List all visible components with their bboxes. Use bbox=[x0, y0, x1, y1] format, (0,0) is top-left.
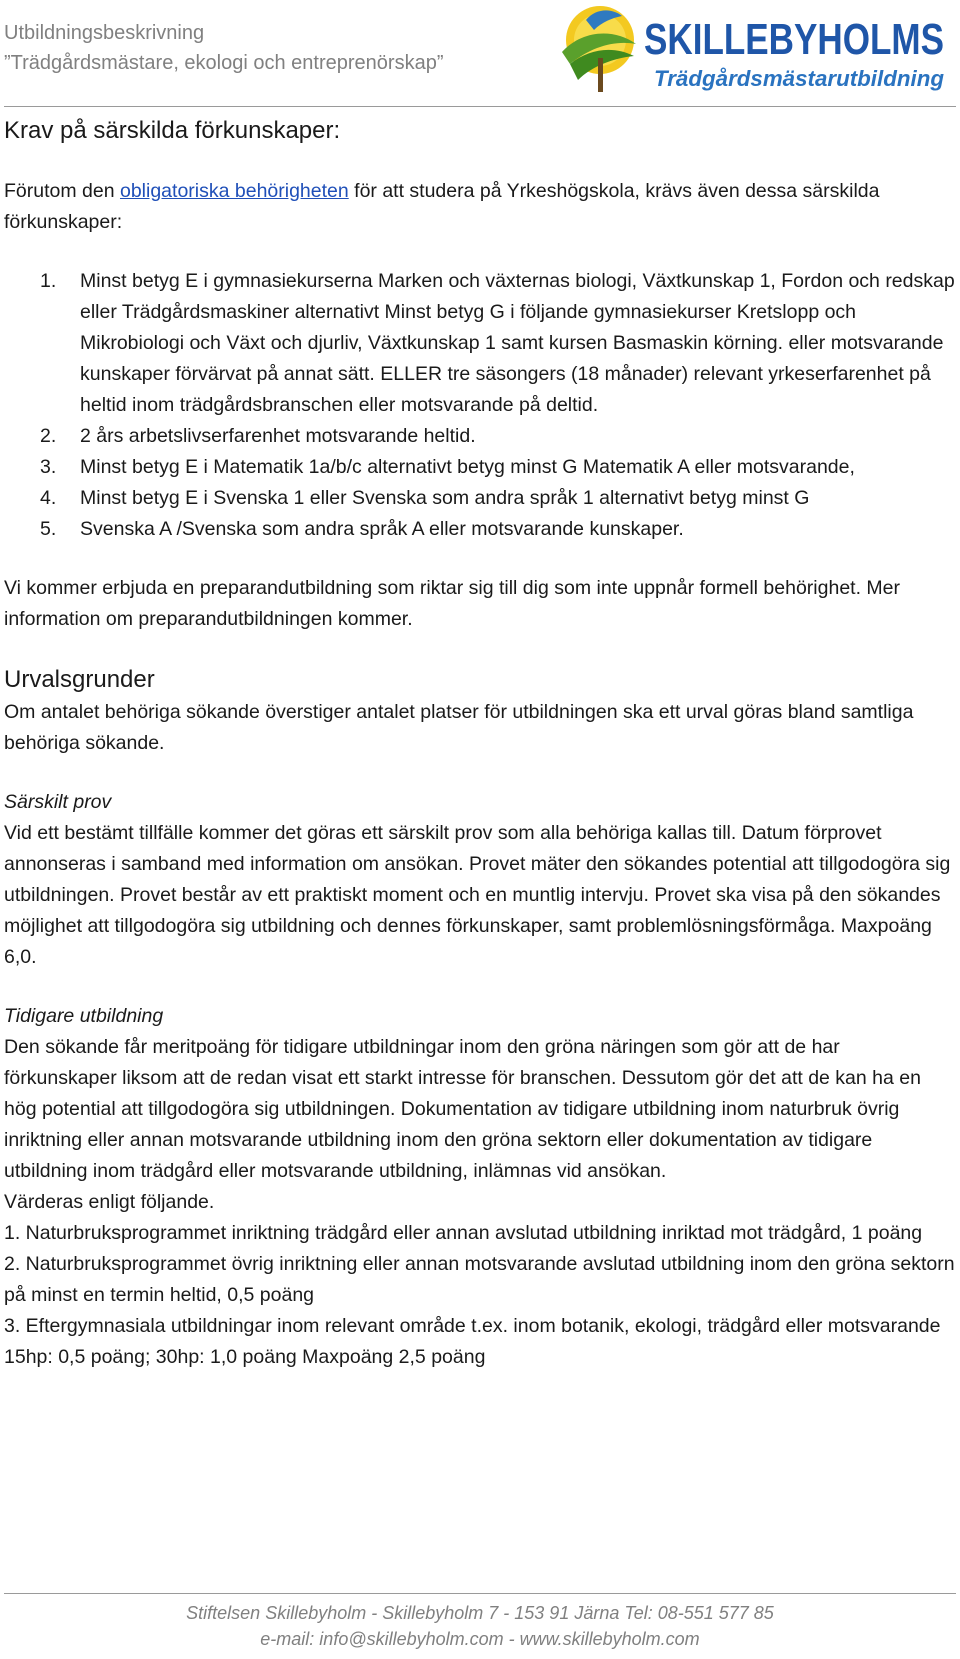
list-number: 5. bbox=[40, 518, 57, 540]
document-body bbox=[4, 114, 956, 1373]
behorighet-link[interactable]: obligatoriska behörigheten bbox=[119, 180, 349, 202]
tidigare-paragraph: Den sökande får meritpoäng för tidigare utbildningar inom den gröna näringen som gör att de har förkunskaper liksom att de redan visat ett starkt intresse för branschen. Dessutom gör det att de kan ha en hög potential att tillgodogöra sig utbildningen. Dokumentation av tidigare utbildning inom naturbruk övrig inriktning eller annan motsvarande utbildning inom den gröna sektorn eller dokumentation av tidigare utbildning inom trädgård eller motsvarande utbildning, inlämnas vid ansökan. bbox=[4, 1036, 921, 1182]
points-item: 3. Eftergymnasiala utbildningar inom relevant område t.ex. inom botanik, ekologi, trädgård eller motsvarande 15hp: 0,5 poäng; 30hp: 1,0 poäng Maxpoäng 2,5 poäng bbox=[4, 1315, 941, 1368]
list-text: Minst betyg E i gymnasiekurserna Marken och växternas biologi, Växtkunskap 1, Fordon och redskap eller Trädgårdsmaskiner alternativt Minst betyg G i följande gymnasiekurser Kretslopp och Mikrobiologi och Växt och djurliv, Växtkunskap 1 samt kursen Basmaskin körning. eller motsvarande kunskaper förvärvat på annat sätt. ELLER tre säsongers (18 månader) relevant yrkeserfarenhet på heltid inom trädgårdsbranschen eller motsvarande på deltid. bbox=[80, 270, 955, 416]
krav-intro-start: Förutom den bbox=[4, 180, 120, 202]
footer-divider bbox=[4, 1593, 956, 1594]
document-type: Utbildningsbeskrivning bbox=[4, 22, 205, 44]
krav-intro-end: för att studera på Yrkeshögskola, krävs även dessa särskilda förkunskaper: bbox=[4, 180, 880, 233]
page-footer bbox=[0, 1600, 960, 1652]
preparand-paragraph: Vi kommer erbjuda en preparandutbildning som riktar sig till dig som inte uppnår formell behörighet. Mer information om preparandutbildningen kommer. bbox=[4, 577, 901, 630]
urval-heading: Urvalsgrunder bbox=[4, 666, 155, 693]
list-number: 3. bbox=[40, 456, 57, 478]
list-number: 1. bbox=[40, 270, 57, 292]
list-number: 2. bbox=[40, 425, 57, 447]
points-item: 2. Naturbruksprogrammet övrig inriktning eller annan motsvarande avslutad utbildning inom den gröna sektorn på minst en termin heltid, 0,5 poäng bbox=[4, 1253, 955, 1306]
prov-paragraph: Vid ett bestämt tillfälle kommer det göras ett särskilt prov som alla behöriga kallas till. Datum förprovet annonseras i samband med information om ansökan. Provet mäter den sökandes potential att tillgodogöra sig utbildningen. Provet består av ett praktiskt moment och en muntlig intervju. Provet ska visa på den sökandes möjlighet att tillgodogöra sig utbildning och dennes förkunskaper, samt problemlösningsförmåga. Maxpoäng 6,0. bbox=[4, 822, 951, 968]
prov-heading: Särskilt prov bbox=[4, 791, 112, 813]
points-item: 1. Naturbruksprogrammet inriktning trädgård eller annan avslutad utbildning inriktad mot trädgård, 1 poäng bbox=[4, 1222, 923, 1244]
krav-intro bbox=[4, 176, 956, 238]
urval-paragraph: Om antalet behöriga sökande överstiger antalet platser för utbildningen ska ett urval göras bland samtliga behöriga sökande. bbox=[4, 701, 914, 754]
footer-contact: e-mail: info@skillebyholm.com - www.skillebyholm.com bbox=[260, 1629, 700, 1649]
footer-address: Stiftelsen Skillebyholm - Skillebyholm 7 - 153 91 Järna Tel: 08-551 577 85 bbox=[186, 1603, 774, 1623]
page-header bbox=[0, 0, 960, 110]
logo-wordmark: SKILLEBYHOLMS bbox=[644, 15, 944, 64]
list-item bbox=[4, 483, 956, 514]
list-text: Minst betyg E i Svenska 1 eller Svenska som andra språk 1 alternativt betyg minst G bbox=[80, 487, 810, 509]
list-text: Minst betyg E i Matematik 1a/b/c alternativt betyg minst G Matematik A eller motsvarande, bbox=[80, 456, 855, 478]
varderas-line: Värderas enligt följande. bbox=[4, 1191, 215, 1213]
header-divider bbox=[4, 106, 956, 107]
list-item bbox=[4, 421, 956, 452]
requirements-list bbox=[4, 266, 956, 545]
list-text: 2 års arbetslivserfarenhet motsvarande heltid. bbox=[80, 425, 476, 447]
logo-tagline: Trädgårdsmästarutbildning bbox=[654, 66, 945, 91]
sun-leaf-emblem-icon bbox=[562, 6, 636, 92]
list-text: Svenska A /Svenska som andra språk A eller motsvarande kunskaper. bbox=[80, 518, 684, 540]
document-subtitle: ”Trädgårdsmästare, ekologi och entreprenörskap” bbox=[4, 52, 444, 74]
krav-heading: Krav på särskilda förkunskaper: bbox=[4, 117, 341, 144]
list-item bbox=[4, 452, 956, 483]
skillebyholms-logo bbox=[556, 0, 956, 100]
tidigare-heading: Tidigare utbildning bbox=[4, 1005, 164, 1027]
list-item bbox=[4, 514, 956, 545]
list-number: 4. bbox=[40, 487, 57, 509]
list-item bbox=[4, 266, 956, 421]
